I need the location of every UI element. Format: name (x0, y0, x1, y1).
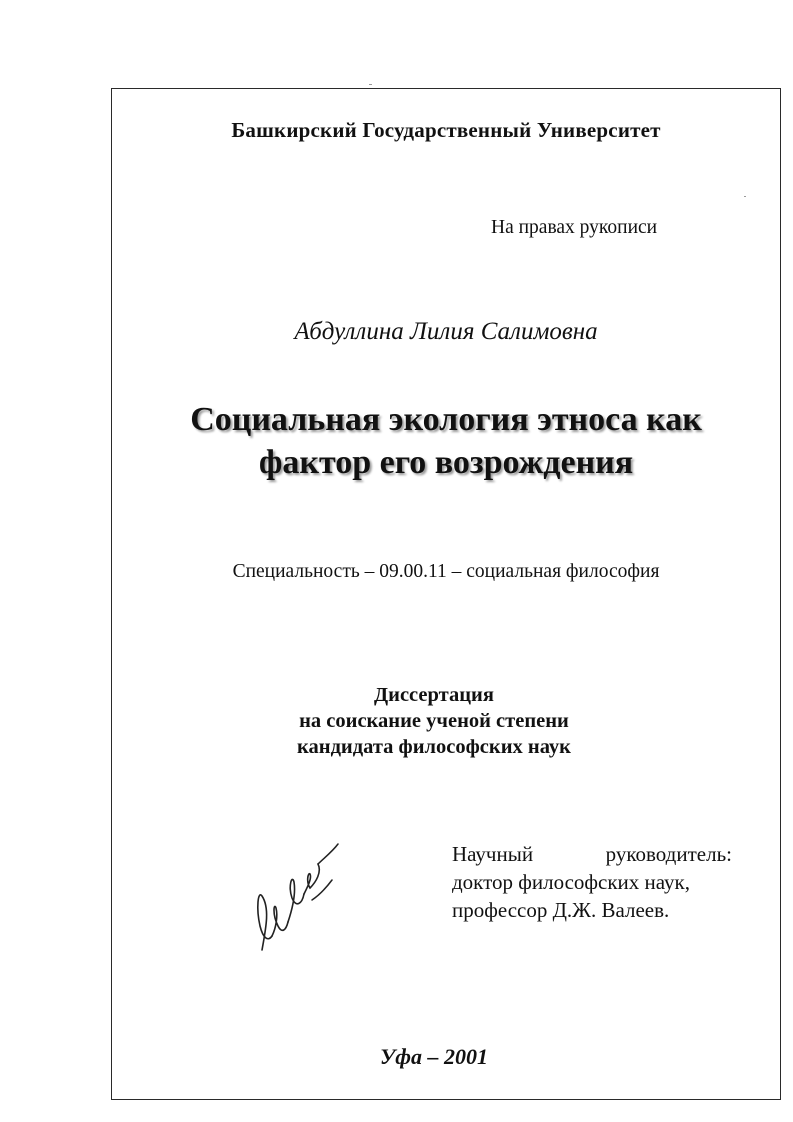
dissertation-title (111, 398, 781, 484)
advisor-degree: доктор философских наук, (452, 870, 690, 894)
speciality-line: Специальность – 09.00.11 – социальная философия (232, 561, 660, 582)
scan-speck (744, 196, 746, 197)
degree-field: кандидата философских наук (297, 736, 571, 758)
degree-purpose: на соискание ученой степени (299, 710, 569, 732)
advisor-role-word-2: руководитель: (605, 842, 732, 866)
university-name: Башкирский Государственный Университет (231, 118, 661, 142)
city-year: Уфа – 2001 (379, 1044, 489, 1069)
dissertation-type-block (111, 682, 757, 760)
page-frame (111, 88, 781, 1100)
manuscript-rights-note: На правах рукописи (491, 217, 658, 238)
advisor-role (452, 840, 732, 868)
dissertation-label: Диссертация (374, 684, 494, 706)
advisor-role-word-1: Научный (452, 842, 534, 866)
handwritten-signature (248, 838, 348, 953)
scan-speck (369, 84, 372, 85)
author-name: Абдуллина Лилия Салимовна (294, 318, 598, 345)
advisor-name: профессор Д.Ж. Валеев. (452, 898, 670, 922)
scientific-advisor-block (452, 840, 732, 924)
title-line-2: фактор его возрождения (258, 444, 634, 481)
title-line-1: Социальная экология этноса как (190, 401, 702, 438)
